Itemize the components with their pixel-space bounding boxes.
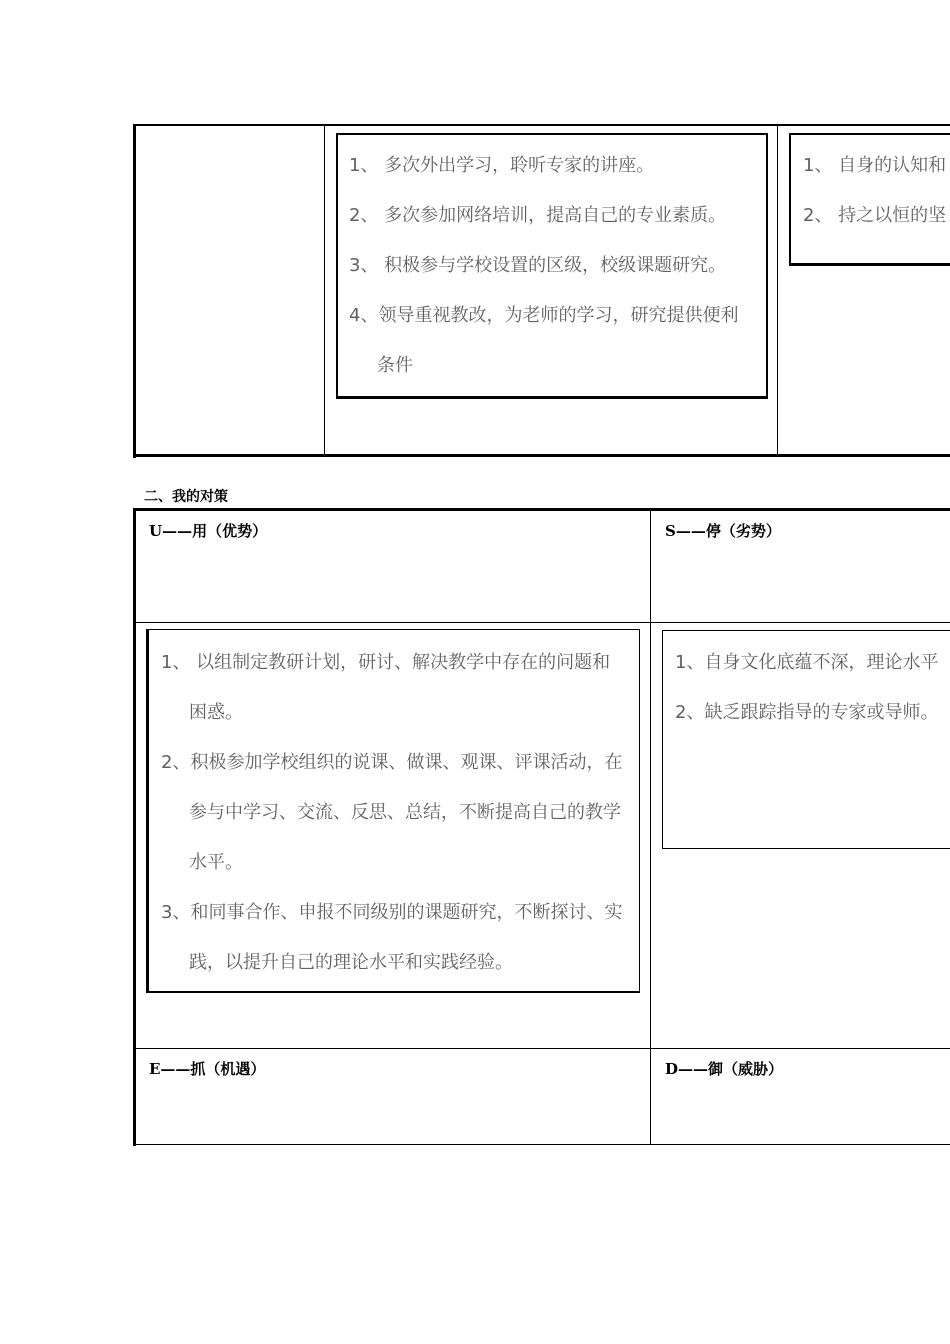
list-item: 条件 xyxy=(377,355,413,376)
table-2-bottom-border xyxy=(133,1144,950,1145)
list-item: 2、 多次参加网络培训，提高自己的专业素质。 xyxy=(349,205,727,226)
table-1-col-divider-1 xyxy=(324,124,325,456)
table-1-top-border xyxy=(133,124,950,126)
table-1-left-border xyxy=(133,124,136,458)
table-2-left-border xyxy=(133,508,136,1146)
list-item: 水平。 xyxy=(189,852,243,873)
list-item: 践，以提升自己的理论水平和实践经验。 xyxy=(189,952,513,973)
header-exploit-opportunities: E——抓（机遇） xyxy=(149,1060,266,1078)
list-item: 参与中学习、交流、反思、总结，不断提高自己的教学 xyxy=(189,802,621,823)
header-defend-threats: D——御（威胁） xyxy=(665,1060,784,1078)
table-2-row-divider-2 xyxy=(133,1048,950,1049)
section-title: 二、我的对策 xyxy=(144,489,228,505)
table-2-top-border xyxy=(133,508,950,511)
list-item: 2、缺乏跟踪指导的专家或导师。 xyxy=(675,702,939,723)
list-item: 1、自身文化底蕴不深，理论水平 xyxy=(675,652,939,673)
list-item: 1、 多次外出学习，聆听专家的讲座。 xyxy=(349,155,655,176)
list-item: 3、 积极参与学校设置的区级，校级课题研究。 xyxy=(349,255,727,276)
list-item: 3、和同事合作、申报不同级别的课题研究，不断探讨、实 xyxy=(161,902,623,923)
table-1-bottom-border xyxy=(133,454,950,457)
table-2-row-divider-1 xyxy=(133,622,950,623)
list-item: 困惑。 xyxy=(189,702,243,723)
list-item: 2、 持之以恒的坚 xyxy=(803,205,947,226)
list-item: 2、积极参加学校组织的说课、做课、观课、评课活动，在 xyxy=(161,752,623,773)
header-stop-weaknesses: S——停（劣势） xyxy=(665,522,781,540)
table-1-col-divider-2 xyxy=(777,124,778,456)
list-item: 1、 以组制定教研计划，研讨、解决教学中存在的问题和 xyxy=(161,652,611,673)
header-use-strengths: U——用（优势） xyxy=(149,522,268,540)
list-item: 1、 自身的认知和 xyxy=(803,155,947,176)
list-item: 4、领导重视教改，为老师的学习，研究提供便利 xyxy=(349,305,739,326)
table-2-col-divider xyxy=(650,508,651,1145)
